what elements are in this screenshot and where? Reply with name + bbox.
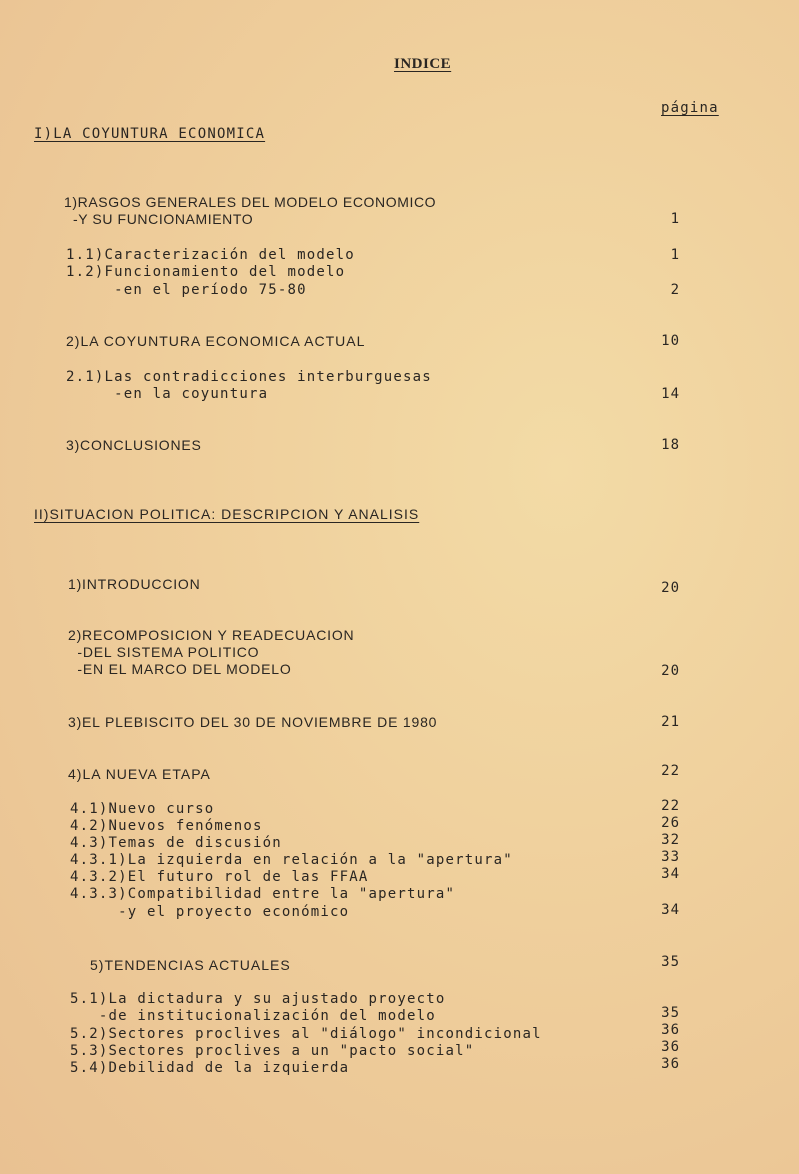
toc-page-number: 21 bbox=[661, 714, 680, 730]
toc-page-number: 1 bbox=[670, 247, 680, 263]
toc-entry-line: 2)LA COYUNTURA ECONOMICA ACTUAL bbox=[66, 333, 366, 349]
toc-page-number: 36 bbox=[661, 1039, 680, 1055]
toc-page-number: 33 bbox=[661, 849, 680, 865]
toc-entry-line: 5.3)Sectores proclives a un "pacto social" bbox=[70, 1043, 475, 1059]
toc-page-number: 20 bbox=[661, 663, 680, 679]
toc-entry-line: 5.1)La dictadura y su ajustado proyecto bbox=[70, 991, 446, 1007]
toc-entry-line: -Y SU FUNCIONAMIENTO bbox=[64, 211, 254, 227]
toc-page-number: 20 bbox=[661, 580, 680, 596]
toc-entry-line: 5.4)Debilidad de la izquierda bbox=[70, 1060, 350, 1076]
toc-entry-line: -en la coyuntura bbox=[66, 386, 269, 402]
toc-entry-line: 5.2)Sectores proclives al "diálogo" incondicional bbox=[70, 1026, 542, 1042]
toc-entry-line: 5)TENDENCIAS ACTUALES bbox=[90, 957, 291, 973]
section-heading-politica: II)SITUACION POLITICA: DESCRIPCION Y ANALISIS bbox=[34, 506, 420, 522]
toc-entry-line: -en el período 75-80 bbox=[66, 282, 307, 298]
toc-entry-line: 3)CONCLUSIONES bbox=[66, 437, 202, 453]
toc-page-number: 35 bbox=[661, 1005, 680, 1021]
toc-entry-line: 2.1)Las contradicciones interburguesas bbox=[66, 369, 432, 385]
toc-entry-line: 4)LA NUEVA ETAPA bbox=[68, 766, 211, 782]
toc-page-number: 22 bbox=[661, 798, 680, 814]
toc-page-number: 26 bbox=[661, 815, 680, 831]
toc-entry-line: -de institucionalización del modelo bbox=[70, 1008, 436, 1024]
toc-entry-line: 4.3.2)El futuro rol de las FFAA bbox=[70, 869, 369, 885]
toc-page-number: 18 bbox=[661, 437, 680, 453]
toc-page-number: 36 bbox=[661, 1022, 680, 1038]
toc-entry-line: 1)RASGOS GENERALES DEL MODELO ECONOMICO bbox=[64, 194, 437, 210]
toc-page-number: 36 bbox=[661, 1056, 680, 1072]
page-column-label: página bbox=[661, 100, 719, 116]
toc-entry-line: -y el proyecto económico bbox=[70, 904, 350, 920]
toc-page-number: 34 bbox=[661, 902, 680, 918]
toc-entry-line: 4.3.1)La izquierda en relación a la "apertura" bbox=[70, 852, 513, 868]
toc-page-number: 14 bbox=[661, 386, 680, 402]
toc-entry-line: 3)EL PLEBISCITO DEL 30 DE NOVIEMBRE DE 1980 bbox=[68, 714, 438, 730]
section-heading-economica: I)LA COYUNTURA ECONOMICA bbox=[34, 126, 266, 142]
toc-entry-line: 1)INTRODUCCION bbox=[68, 576, 201, 592]
toc-page-number: 35 bbox=[661, 954, 680, 970]
toc-page-number: 22 bbox=[661, 763, 680, 779]
toc-page-number: 10 bbox=[661, 333, 680, 349]
toc-entry-line: 4.3)Temas de discusión bbox=[70, 835, 282, 851]
toc-page-number: 34 bbox=[661, 866, 680, 882]
toc-entry-line: 1.2)Funcionamiento del modelo bbox=[66, 264, 346, 280]
toc-entry-line: -EN EL MARCO DEL MODELO bbox=[68, 661, 292, 677]
toc-entry-line: -DEL SISTEMA POLITICO bbox=[68, 644, 260, 660]
toc-entry-line: 1.1)Caracterización del modelo bbox=[66, 247, 355, 263]
toc-entry-line: 2)RECOMPOSICION Y READECUACION bbox=[68, 627, 355, 643]
toc-entry-line: 4.3.3)Compatibilidad entre la "apertura" bbox=[70, 886, 456, 902]
toc-entry-line: 4.1)Nuevo curso bbox=[70, 801, 215, 817]
toc-page-number: 2 bbox=[670, 282, 680, 298]
index-title: INDICE bbox=[394, 56, 452, 72]
toc-entry-line: 4.2)Nuevos fenómenos bbox=[70, 818, 263, 834]
toc-page-number: 32 bbox=[661, 832, 680, 848]
toc-page-number: 1 bbox=[670, 211, 680, 227]
